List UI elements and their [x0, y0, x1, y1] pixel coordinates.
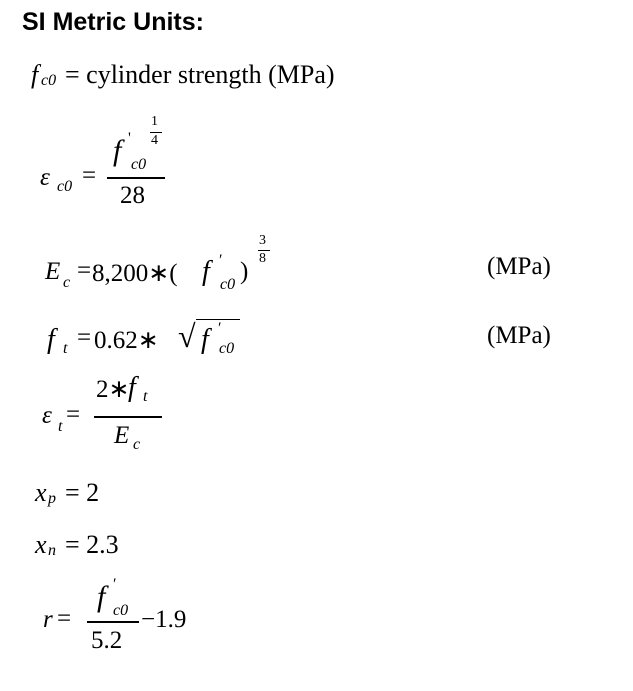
Ec-unit: (MPa): [487, 253, 551, 280]
eps-c0-num-prime: ': [128, 130, 131, 147]
eps-t-fraction-bar: [94, 416, 162, 418]
equation-Ec: [45, 232, 285, 300]
ft-prime: ′: [218, 320, 222, 337]
xn-sub: n: [48, 542, 56, 559]
xp-var: x: [35, 478, 47, 507]
eps-c0-exp-num: 1: [151, 114, 158, 129]
ft-lhs-sub: t: [63, 340, 68, 357]
eps-t-num-coef: 2∗: [96, 376, 130, 403]
r-fraction-bar: [87, 621, 139, 623]
def-text: = cylinder strength (MPa): [65, 60, 335, 89]
equation-xn: [35, 530, 165, 568]
equation-ft: [47, 314, 267, 364]
Ec-exp-den: 8: [259, 251, 266, 266]
r-equals: =: [57, 605, 72, 632]
ft-sub: c0: [219, 340, 235, 357]
eps-c0-num-sub: c0: [131, 156, 147, 173]
ft-var: f: [201, 324, 209, 355]
Ec-prime: ′: [219, 252, 223, 269]
Ec-var: f: [202, 256, 210, 287]
ft-coefficient: 0.62∗: [94, 327, 159, 354]
eps-t-num-var: f: [128, 372, 136, 403]
equation-eps-t: [42, 372, 182, 462]
r-num-prime: ′: [113, 576, 117, 593]
Ec-equals: =: [77, 257, 92, 284]
equation-r: [43, 576, 213, 664]
eps-c0-lhs-sub: c0: [57, 178, 73, 195]
eps-c0-denominator: 28: [120, 182, 145, 209]
ft-unit: (MPa): [487, 322, 551, 349]
Ec-coefficient: 8,200∗(: [92, 260, 178, 287]
eps-t-lhs: ε: [42, 402, 52, 429]
r-num-var: f: [97, 580, 106, 613]
eps-t-equals: =: [66, 401, 81, 428]
definition-line: [31, 60, 431, 100]
eps-c0-exp-den: 4: [151, 133, 158, 148]
eps-t-den-var: E: [114, 422, 130, 449]
def-var: f: [31, 60, 39, 89]
eps-t-num-sub: t: [143, 388, 148, 405]
eps-t-lhs-sub: t: [58, 418, 63, 435]
eps-c0-lhs: ε: [40, 164, 50, 191]
r-rest: −1.9: [141, 606, 187, 633]
eps-c0-fraction-bar: [107, 177, 165, 179]
eps-c0-num-var: f: [113, 134, 122, 167]
xn-rhs: = 2.3: [65, 530, 119, 559]
r-lhs: r: [43, 606, 53, 633]
Ec-exp-num: 3: [259, 233, 266, 248]
Ec-close-paren: ): [240, 258, 249, 285]
ft-root: √: [178, 318, 196, 354]
xp-sub: p: [48, 490, 56, 507]
r-denominator: 5.2: [91, 627, 123, 654]
Ec-lhs: E: [45, 258, 61, 285]
eps-t-den-sub: c: [133, 436, 141, 453]
Ec-sub: c0: [220, 276, 236, 293]
ft-equals: =: [77, 324, 92, 351]
equation-xp: [35, 478, 145, 516]
xn-var: x: [35, 530, 47, 559]
page-title: SI Metric Units:: [22, 8, 204, 36]
Ec-lhs-sub: c: [63, 274, 71, 291]
eps-c0-equals: =: [82, 162, 97, 189]
ft-lhs: f: [47, 324, 55, 355]
xp-rhs: = 2: [65, 478, 100, 507]
def-sub: c0: [41, 72, 57, 89]
r-num-sub: c0: [113, 602, 129, 619]
equation-eps-c0: [40, 112, 200, 218]
